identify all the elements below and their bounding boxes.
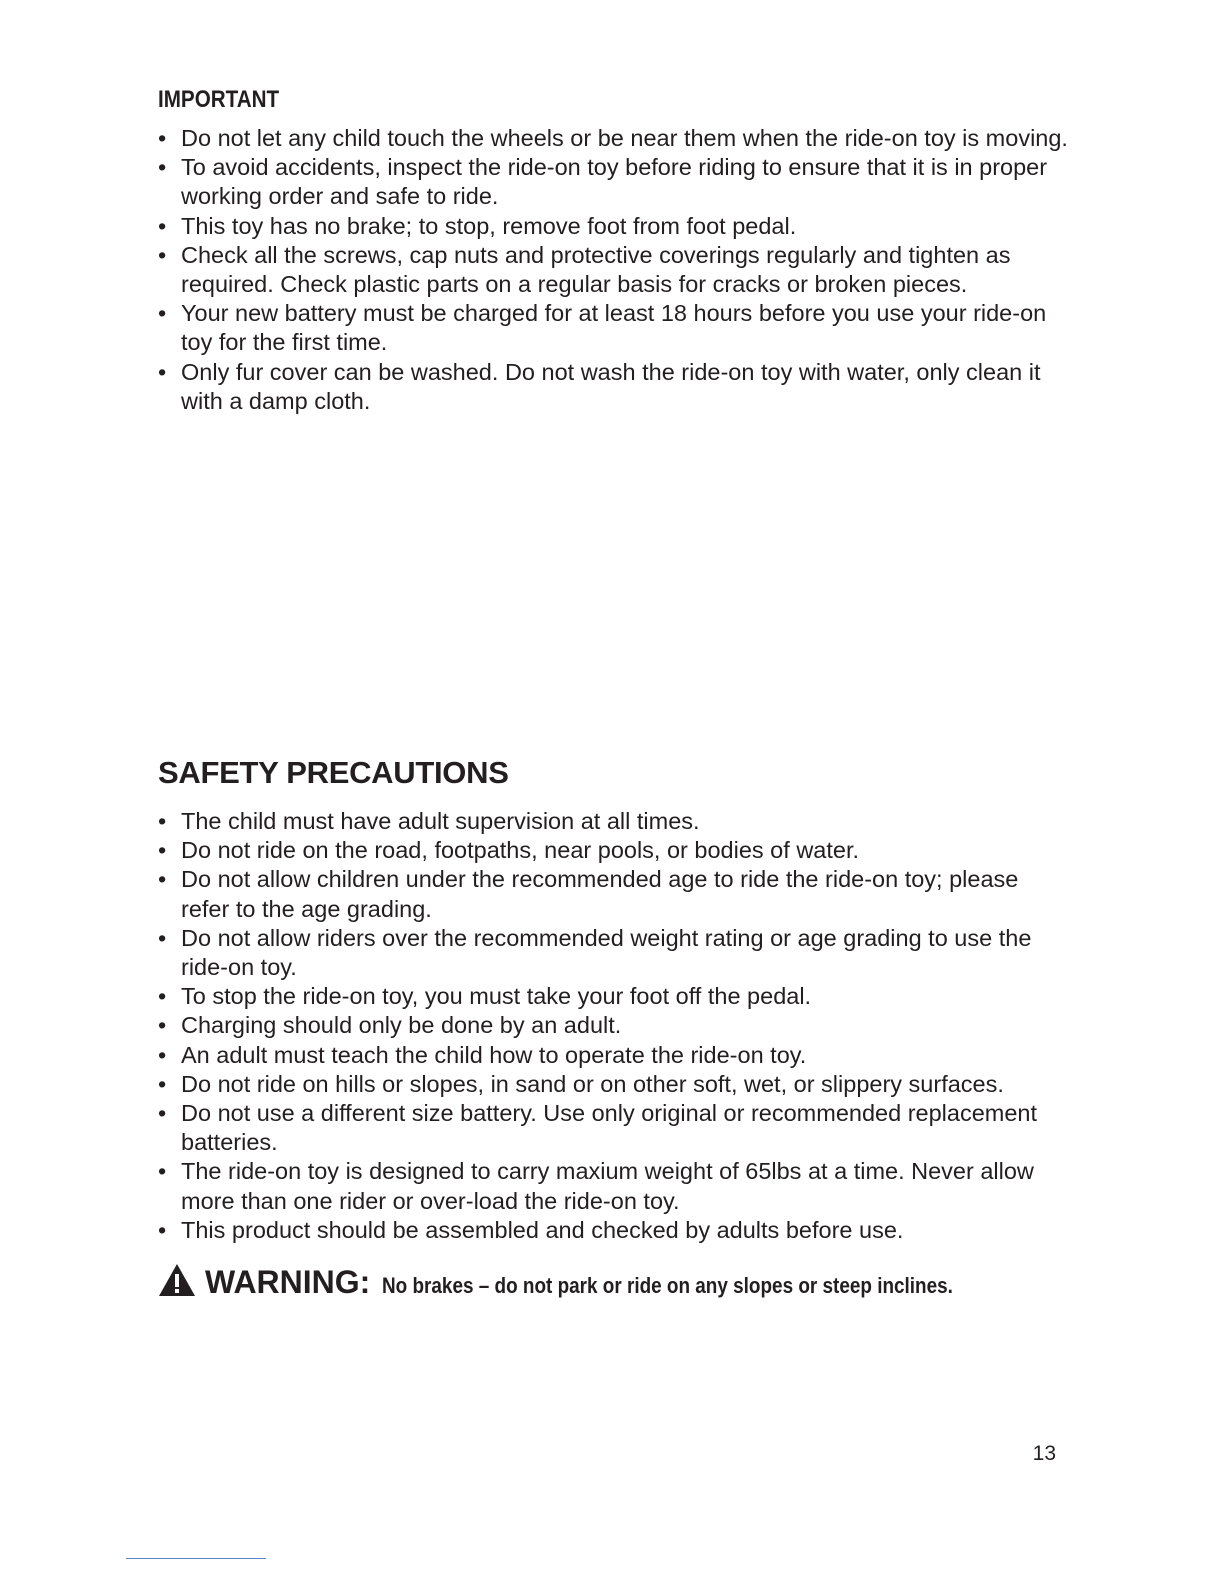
safety-item: • Do not allow riders over the recommended weight rating or age grading to use the ride-on toy. bbox=[158, 924, 1068, 982]
important-item: • Only fur cover can be washed. Do not wash the ride-on toy with water, only clean it with a damp cloth. bbox=[158, 358, 1068, 416]
footer-divider bbox=[126, 1558, 266, 1559]
important-list bbox=[158, 124, 1068, 416]
important-item: • Your new battery must be charged for at least 18 hours before you use your ride-on toy for the first time. bbox=[158, 299, 1068, 357]
important-item: • This toy has no brake; to stop, remove foot from foot pedal. bbox=[158, 212, 1068, 241]
safety-item: • An adult must teach the child how to operate the ride-on toy. bbox=[158, 1041, 1068, 1070]
safety-list bbox=[158, 807, 1068, 1245]
safety-item: • The child must have adult supervision at all times. bbox=[158, 807, 1068, 836]
safety-item: • Do not ride on the road, footpaths, near pools, or bodies of water. bbox=[158, 836, 1068, 865]
safety-item: • Do not allow children under the recommended age to ride the ride-on toy; please refer to the age grading. bbox=[158, 865, 1068, 923]
safety-item: • This product should be assembled and checked by adults before use. bbox=[158, 1216, 1068, 1245]
safety-item: • Charging should only be done by an adult. bbox=[158, 1011, 1068, 1040]
important-item: • Do not let any child touch the wheels or be near them when the ride-on toy is moving. bbox=[158, 124, 1068, 153]
warning-notice bbox=[158, 1264, 1046, 1301]
important-heading: IMPORTANT bbox=[158, 86, 280, 113]
warning-label: WARNING: bbox=[205, 1264, 371, 1300]
safety-precautions-heading: SAFETY PRECAUTIONS bbox=[158, 755, 509, 790]
warning-triangle-icon bbox=[158, 1263, 196, 1297]
safety-item: • To stop the ride-on toy, you must take your foot off the pedal. bbox=[158, 982, 1068, 1011]
safety-item: • Do not use a different size battery. Use only original or recommended replacement batteries. bbox=[158, 1099, 1068, 1157]
important-item: • Check all the screws, cap nuts and protective coverings regularly and tighten as required. Check plastic parts on a regular basis for cracks or broken pieces. bbox=[158, 241, 1068, 299]
important-item: • To avoid accidents, inspect the ride-on toy before riding to ensure that it is in proper working order and safe to ride. bbox=[158, 153, 1068, 211]
safety-item: • The ride-on toy is designed to carry maxium weight of 65lbs at a time. Never allow more than one rider or over-load the ride-on toy. bbox=[158, 1157, 1068, 1215]
page-number: 13 bbox=[1032, 1442, 1056, 1465]
warning-text: No brakes – do not park or ride on any slopes or steep inclines. bbox=[382, 1273, 954, 1298]
safety-item: • Do not ride on hills or slopes, in sand or on other soft, wet, or slippery surfaces. bbox=[158, 1070, 1068, 1099]
